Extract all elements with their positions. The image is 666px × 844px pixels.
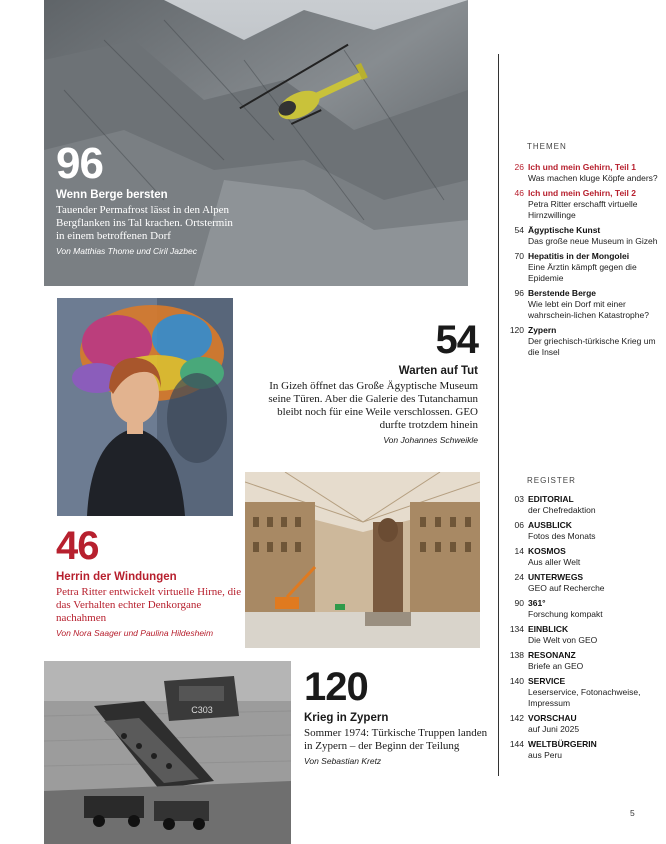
themen-entry-54[interactable] [508, 225, 658, 247]
toc-page-number: 06 [514, 520, 524, 530]
themen-entry-46[interactable] [508, 188, 658, 221]
themen-entry-70[interactable] [508, 251, 658, 284]
toc-desc: Wie lebt ein Dorf mit einer wahrschein-lichen Katastrophe? [528, 299, 649, 320]
themen-list [508, 162, 658, 362]
themen-heading: THEMEN [527, 142, 567, 151]
toc-desc: Fotos des Monats [528, 531, 596, 541]
toc-title: Berstende Berge [528, 288, 597, 298]
toc-page-number: 140 [509, 676, 524, 686]
toc-desc: auf Juni 2025 [528, 724, 580, 734]
toc-page-number: 24 [514, 572, 524, 582]
toc-title: UNTERWEGS [528, 572, 584, 582]
feature-120-byline: Von Sebastian Kretz [304, 756, 382, 766]
toc-desc: Aus aller Welt [528, 557, 581, 567]
toc-page-number: 134 [509, 624, 524, 634]
feature-54-title: Warten auf Tut [398, 365, 478, 377]
toc-title: Ägyptische Kunst [528, 225, 601, 235]
toc-desc: Was machen kluge Köpfe anders? [528, 173, 658, 183]
sidebar-divider [498, 54, 499, 776]
toc-title: EINBLICK [528, 624, 569, 634]
page-number: 5 [630, 808, 635, 818]
toc-title: Ich und mein Gehirn, Teil 2 [528, 188, 636, 198]
toc-desc: GEO auf Recherche [528, 583, 605, 593]
feature-96-byline: Von Matthias Thome und Ciril Jazbec [56, 246, 197, 256]
register-heading: REGISTER [527, 476, 576, 485]
feature-96[interactable] [56, 139, 236, 257]
themen-entry-26[interactable] [508, 162, 658, 184]
feature-120-text: Sommer 1974: Türkische Truppen landen in Zypern – der Beginn der Teilung [304, 727, 488, 752]
toc-title: KOSMOS [528, 546, 566, 556]
feature-54-byline: Von Johannes Schweikle [383, 435, 478, 445]
toc-page-number: 96 [514, 288, 524, 298]
toc-desc: Der griechisch-türkische Krieg um die Insel [528, 336, 656, 357]
feature-46-text: Petra Ritter entwickelt virtuelle Hirne, die das Verhalten echter Denkorgane nachahmen [56, 586, 242, 624]
toc-page-number: 120 [509, 325, 524, 335]
toc-page-number: 03 [514, 494, 524, 504]
toc-page-number: 144 [509, 739, 524, 749]
feature-120-number: 120 [304, 665, 368, 709]
feature-46-byline: Von Nora Saager und Paulina Hildesheim [56, 628, 214, 638]
toc-title: SERVICE [528, 676, 566, 686]
toc-page-number: 26 [514, 162, 524, 172]
toc-title: VORSCHAU [528, 713, 577, 723]
register-entry-kosmos[interactable] [508, 546, 658, 568]
brain-portrait-photo [57, 298, 233, 516]
feature-96-text: Tauender Permafrost lässt in den Alpen Bergflanken ins Tal krachen. Ortstermin in einem betroffenen Dorf [56, 204, 233, 242]
toc-desc: der Chefredaktion [528, 505, 596, 515]
toc-title: Zypern [528, 325, 557, 335]
feature-120[interactable] [304, 667, 494, 767]
feature-54-number: 54 [435, 318, 478, 362]
toc-desc: Petra Ritter erschafft virtuelle Hirnzwillinge [528, 199, 638, 220]
themen-entry-120[interactable] [508, 325, 658, 358]
feature-46-title: Herrin der Windungen [56, 571, 177, 583]
toc-page-number: 138 [509, 650, 524, 660]
toc-desc: Leserservice, Fotonachweise, Impressum [528, 687, 641, 708]
toc-title: EDITORIAL [528, 494, 574, 504]
register-entry-weltbuergerin[interactable] [508, 739, 658, 761]
register-entry-unterwegs[interactable] [508, 572, 658, 594]
boat-hull-label: C303 [191, 705, 213, 715]
register-entry-editorial[interactable] [508, 494, 658, 516]
toc-page-number: 90 [514, 598, 524, 608]
feature-120-title: Krieg in Zypern [304, 712, 389, 724]
toc-title: AUSBLICK [528, 520, 572, 530]
feature-96-number: 96 [56, 139, 103, 188]
toc-desc: Das große neue Museum in Gizeh [528, 236, 658, 246]
toc-title: Ich und mein Gehirn, Teil 1 [528, 162, 636, 172]
toc-title: 361° [528, 598, 546, 608]
register-entry-ausblick[interactable] [508, 520, 658, 542]
museum-interior-photo [245, 472, 480, 648]
feature-96-title: Wenn Berge bersten [56, 189, 168, 201]
toc-desc: aus Peru [528, 750, 563, 760]
feature-46[interactable] [56, 526, 246, 639]
toc-page-number: 14 [514, 546, 524, 556]
toc-page-number: 70 [514, 251, 524, 261]
toc-desc: Die Welt von GEO [528, 635, 598, 645]
toc-title: Hepatitis in der Mongolei [528, 251, 630, 261]
register-entry-service[interactable] [508, 676, 658, 709]
toc-desc: Briefe an GEO [528, 661, 584, 671]
toc-page-number: 142 [509, 713, 524, 723]
toc-page-number: 46 [514, 188, 524, 198]
register-entry-361[interactable] [508, 598, 658, 620]
toc-title: RESONANZ [528, 650, 576, 660]
toc-page-number: 54 [514, 225, 524, 235]
feature-54[interactable] [258, 320, 478, 446]
landing-craft-photo [44, 661, 291, 844]
register-entry-vorschau[interactable] [508, 713, 658, 735]
register-entry-resonanz[interactable] [508, 650, 658, 672]
register-entry-einblick[interactable] [508, 624, 658, 646]
feature-46-number: 46 [56, 524, 99, 568]
toc-desc: Forschung kompakt [528, 609, 603, 619]
feature-54-text: In Gizeh öffnet das Große Ägyptische Museum seine Türen. Aber die Galerie des Tutanchamun bleibt noch für eine Weile verschlossen. GEO durfte trotzdem hinein [268, 380, 478, 431]
toc-title: WELTBÜRGERIN [528, 739, 597, 749]
register-list [508, 494, 658, 765]
toc-desc: Eine Ärztin kämpft gegen die Epidemie [528, 262, 637, 283]
themen-entry-96[interactable] [508, 288, 658, 321]
